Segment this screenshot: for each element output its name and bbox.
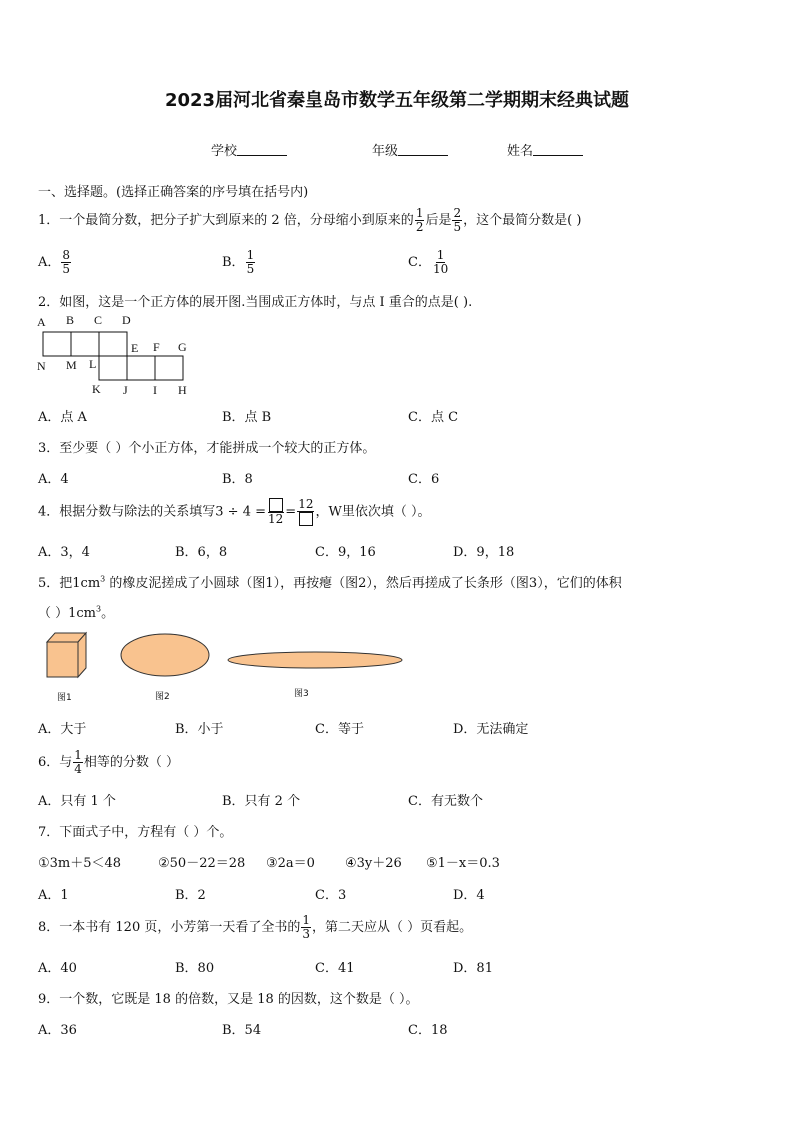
q6-option-b: B．只有 2 个	[222, 794, 301, 809]
q4-option-b: B．6，8	[175, 545, 228, 560]
q1-option-a: A． $\frac{8}{5}$	[38, 248, 71, 276]
net-square-5	[127, 356, 155, 380]
net-square-1	[43, 332, 71, 356]
q1-text-mid: 后是	[425, 213, 452, 228]
net-square-2	[71, 332, 99, 356]
school-label: 学校	[211, 144, 238, 159]
q3-option-c: C．6	[408, 472, 440, 487]
point-label-h: H	[178, 383, 187, 397]
q1-option-c: C． $\frac{1}{10}$	[408, 248, 449, 276]
q6-fraction: $\frac{1}{4}$	[74, 748, 82, 776]
q1-text-pre: 1．一个最简分数，把分子扩大到原来的 2 倍，分母缩小到原来的	[38, 213, 414, 228]
q9-option-c: C．18	[408, 1023, 448, 1038]
q4-option-c: C．9，16	[315, 545, 376, 560]
school-blank	[237, 143, 287, 156]
q2-option-a: A．点 A	[38, 410, 87, 425]
q4-fraction-1: 12	[267, 498, 284, 526]
q4-expression: 3 ÷ 4 =	[215, 504, 267, 520]
q7-option-b: B．2	[175, 888, 206, 903]
question-5-line-1: 5．把$1cm^3$ 的橡皮泥搓成了小圆球（图1），再按瘪（图2），然后再搓成了长条形（图3），它们的体积	[38, 574, 622, 591]
q4-option-d: D．9，18	[453, 545, 515, 560]
q5-option-a: A．大于	[38, 722, 87, 737]
q1-fraction-1: $\frac{1}{2}$	[415, 206, 424, 234]
q8-fraction: $\frac{1}{3}$	[302, 913, 310, 941]
q7-item-2: ②50－22＝28	[158, 856, 246, 871]
figure-caption-1: 图1	[57, 693, 72, 703]
name-field	[507, 140, 583, 159]
point-label-m: M	[66, 358, 77, 372]
q7-option-c: C．3	[315, 888, 347, 903]
grade-blank	[398, 143, 448, 156]
q4-equals: =	[285, 504, 297, 520]
point-label-b: B	[66, 313, 75, 327]
name-blank	[533, 143, 583, 156]
q7-item-5: ⑤1－x＝0.3	[426, 856, 500, 871]
q4-text-pre: 4．根据分数与除法的关系填写	[38, 504, 216, 520]
point-label-a: A	[37, 315, 46, 329]
q9-option-b: B．54	[222, 1023, 262, 1038]
question-3: 3．至少要（ ）个小正方体，才能拼成一个较大的正方体。	[38, 441, 376, 456]
point-label-f: F	[153, 340, 160, 354]
grade-label: 年级	[372, 144, 399, 159]
q8-option-b: B．80	[175, 961, 215, 976]
q3-option-a: A．4	[38, 472, 69, 487]
question-9: 9．一个数，它既是 18 的倍数，又是 18 的因数，这个数是（ ）。	[38, 992, 419, 1007]
point-label-c: C	[94, 313, 103, 327]
q8-option-d: D．81	[453, 961, 493, 976]
q7-option-d: D．4	[453, 888, 485, 903]
point-label-d: D	[122, 313, 131, 327]
q4-fraction-2: 12	[297, 498, 314, 526]
q7-item-1: ①3m＋5＜48	[38, 856, 122, 871]
clay-strip	[228, 652, 402, 668]
question-7: 7．下面式子中，方程有（ ）个。	[38, 825, 233, 840]
q4-option-a: A．3，4	[38, 545, 90, 560]
figure-caption-2: 图2	[155, 692, 170, 702]
q7-item-4: ④3y＋26	[345, 856, 402, 871]
point-label-j: J	[123, 383, 128, 397]
point-label-n: N	[37, 359, 46, 373]
q7-item-3: ③2a＝0	[266, 856, 315, 871]
q5-option-d: D．无法确定	[453, 722, 529, 737]
q5-option-c: C．等于	[315, 722, 364, 737]
page-title: 2023届河北省秦皇岛市数学五年级第二学期期末经典试题	[164, 90, 630, 111]
q6-option-c: C．有无数个	[408, 794, 483, 809]
point-label-e: E	[131, 341, 139, 355]
school-field	[211, 140, 287, 159]
point-label-i: I	[153, 383, 157, 397]
q2-option-b: B．点 B	[222, 410, 272, 425]
flattened-ball	[121, 634, 209, 676]
question-4	[38, 498, 430, 526]
question-2: 2．如图，这是一个正方体的展开图.当围成正方体时，与点 I 重合的点是( ).	[38, 295, 473, 310]
blank-box-icon	[269, 498, 283, 512]
name-label: 姓名	[507, 144, 534, 159]
q6-option-a: A．只有 1 个	[38, 794, 116, 809]
q3-option-b: B．8	[222, 472, 253, 487]
point-label-k: K	[92, 382, 101, 396]
q9-option-a: A．36	[38, 1023, 77, 1038]
q7-option-a: A．1	[38, 888, 69, 903]
q2-option-c: C．点 C	[408, 410, 459, 425]
clay-shapes-figure	[40, 628, 420, 708]
point-label-l: L	[89, 357, 97, 371]
blank-box-icon	[299, 512, 313, 526]
question-8: 8．一本书有 120 页，小芳第一天看了全书的 $\frac{1}{3}$ ，第二天应从（ ）页看起。	[38, 913, 473, 941]
q8-option-c: C．41	[315, 961, 355, 976]
question-1	[38, 207, 581, 234]
q4-text-post: ，W里依次填（ ）。	[315, 504, 431, 520]
net-square-6	[155, 356, 183, 380]
section-heading: 一、选择题。(选择正确答案的序号填在括号内)	[38, 185, 309, 200]
net-square-4	[99, 356, 127, 380]
clay-shapes-drawing	[40, 628, 420, 688]
question-6: 6．与 $\frac{1}{4}$ 相等的分数（ ）	[38, 748, 180, 776]
net-square-3	[99, 332, 127, 356]
grade-field	[372, 140, 448, 159]
q5-option-b: B．小于	[175, 722, 224, 737]
q8-option-a: A．40	[38, 961, 77, 976]
cube-net-figure	[36, 312, 206, 398]
q1-fraction-2: $\frac{2}{5}$	[453, 206, 462, 234]
figure-caption-3: 图3	[294, 689, 309, 699]
point-label-g: G	[178, 340, 187, 354]
q1-text-post: ，这个最简分数是( )	[463, 213, 582, 228]
q1-option-b: B． $\frac{1}{5}$	[222, 248, 255, 276]
question-5-line-2: （ ）$1cm^3$。	[38, 604, 115, 621]
cube-front	[47, 642, 78, 677]
